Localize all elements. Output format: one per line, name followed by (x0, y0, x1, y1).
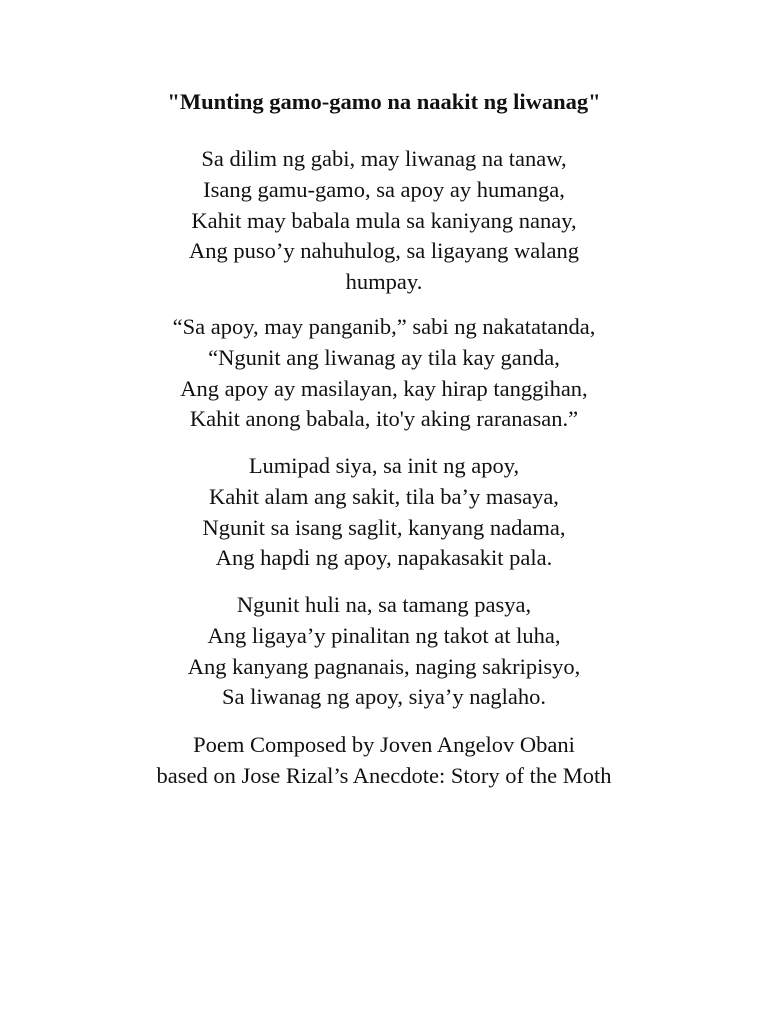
poem-line: “Ngunit ang liwanag ay tila kay ganda, (208, 344, 560, 370)
stanza-2 (0, 312, 768, 435)
poem-line: Kahit anong babala, ito'y aking raranasan.” (189, 406, 579, 432)
poem-title: "Munting gamo-gamo na naakit ng liwanag" (167, 89, 601, 114)
poem-line: Ngunit sa isang saglit, kanyang nadama, (202, 514, 566, 540)
poem-credits (0, 730, 768, 792)
poem-line: Kahit alam ang sakit, tila ba’y masaya, (209, 483, 559, 509)
poem-line: Ang kanyang pagnanais, naging sakripisyo, (187, 653, 581, 679)
poem-line: Ang puso’y nahuhulog, sa ligayang walang (189, 238, 579, 264)
poem-line: Ngunit huli na, sa tamang pasya, (236, 592, 532, 617)
poem-line: Sa dilim ng gabi, may liwanag na tanaw, (201, 146, 567, 171)
author-credit: Poem Composed by Joven Angelov Obani (193, 732, 575, 757)
poem-line: Ang ligaya’y pinalitan ng takot at luha, (207, 622, 561, 648)
poem-line: Isang gamu-gamo, sa apoy ay humanga, (203, 176, 565, 202)
poem-line: “Sa apoy, may panganib,” sabi ng nakatatanda, (172, 314, 596, 339)
stanza-3 (0, 451, 768, 574)
poem-line: Ang apoy ay masilayan, kay hirap tanggihan, (180, 375, 588, 401)
poem-line: Ang hapdi ng apoy, napakasakit pala. (215, 545, 553, 571)
source-credit: based on Jose Rizal’s Anecdote: Story of the Moth (156, 762, 612, 788)
poem-line: Kahit may babala mula sa kaniyang nanay, (191, 207, 577, 233)
stanza-4 (0, 590, 768, 713)
poem-line: Sa liwanag ng apoy, siya’y naglaho. (221, 684, 547, 710)
poem-line: Lumipad siya, sa init ng apoy, (248, 453, 520, 478)
stanza-1 (0, 144, 768, 298)
poem-line: humpay. (345, 269, 423, 295)
